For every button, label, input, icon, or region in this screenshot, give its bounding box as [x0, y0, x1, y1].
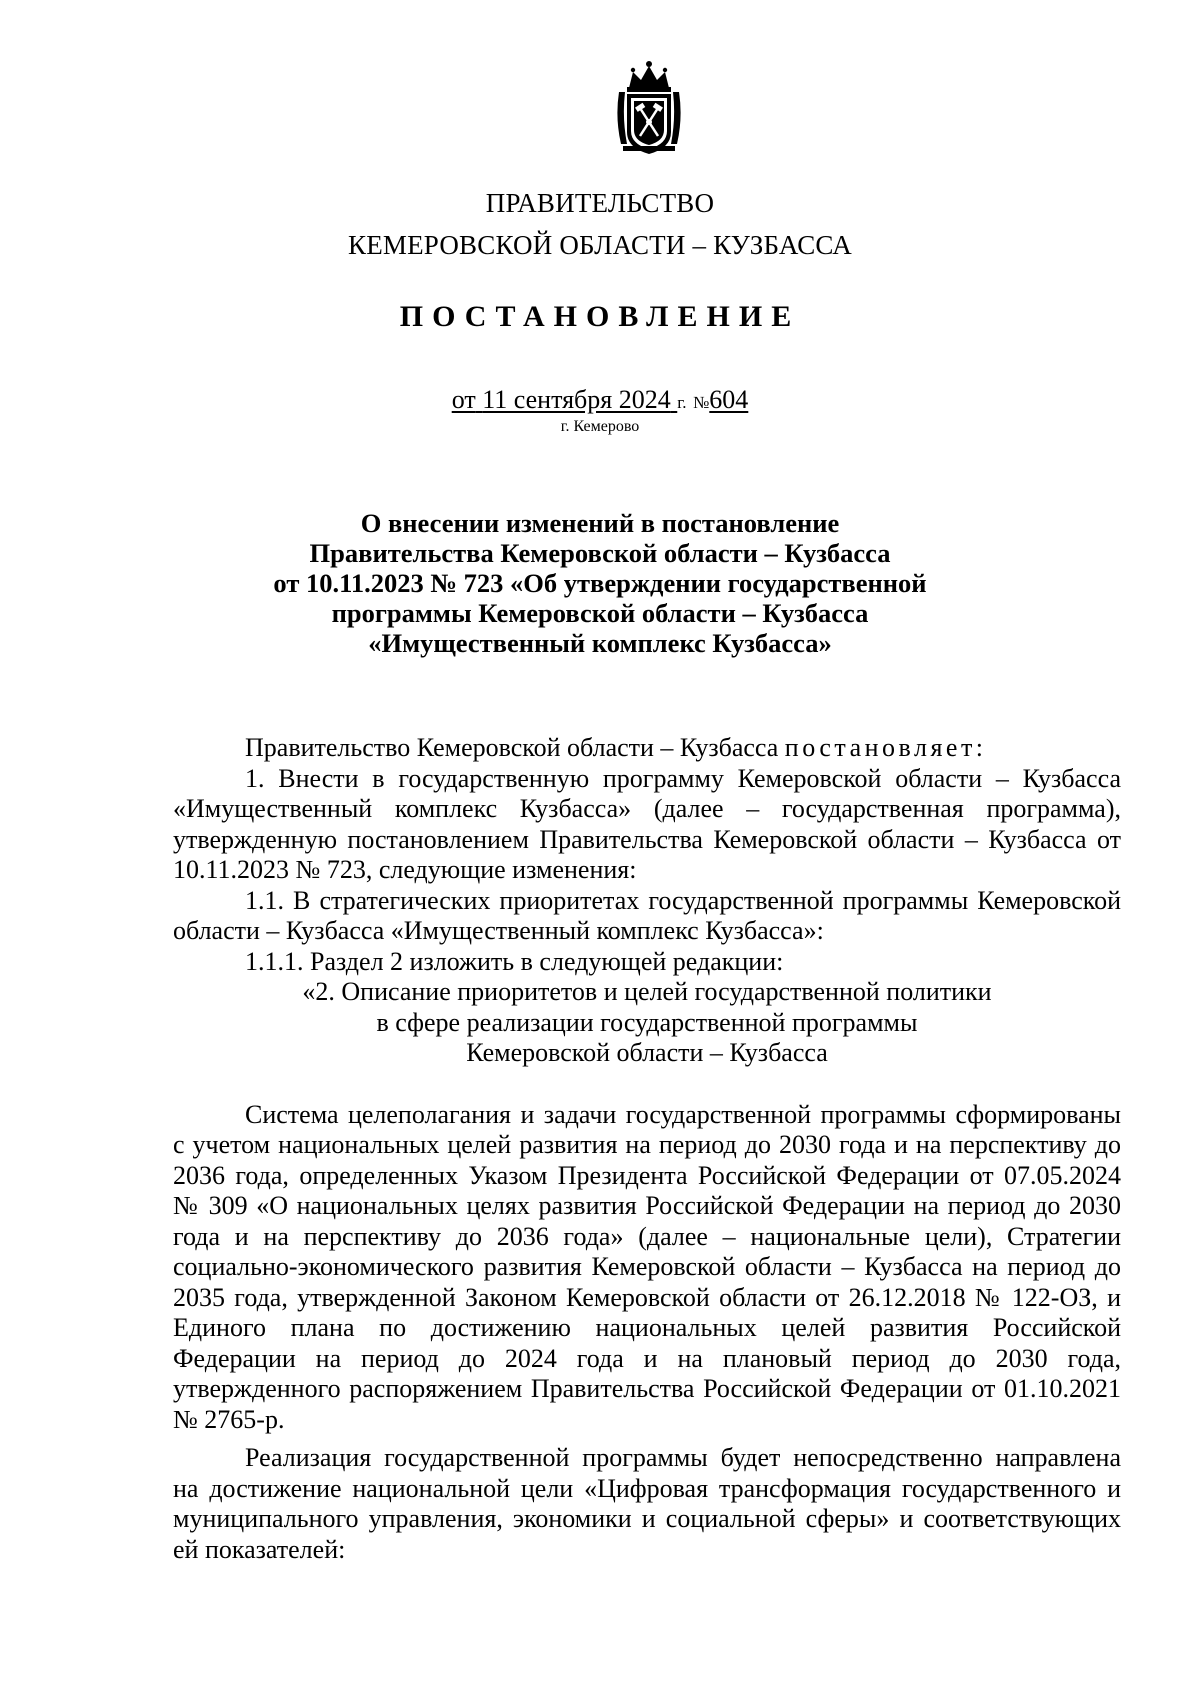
- item-1: 1. Внести в государственную программу Кемеровской области – Кузбасса «Имущественный комплекс Кузбасса» (далее – государственная программа), утвержденную постановлением Правительства Кемеровской области – Кузбасса от 10.11.2023 № 723, следующие изменения:: [173, 763, 1121, 884]
- document-body: [173, 733, 1121, 1565]
- title-line: программы Кемеровской области – Кузбасса: [331, 598, 869, 628]
- org-name-line1: ПРАВИТЕЛЬСТВО: [485, 188, 715, 218]
- org-name-line2: КЕМЕРОВСКОЙ ОБЛАСТИ – КУЗБАССА: [348, 230, 852, 260]
- document-title: [0, 508, 1200, 658]
- paragraph-goals: Система целеполагания и задачи государственной программы сформированы с учетом национальных целей развития на период до 2030 года и на перспективу до 2036 года, определенных Указом Президента Российской Федерации от 07.05.2024 № 309 «О национальных целях развития Российской Федерации на период до 2030 года и на перспективу до 2036 года» (далее – национальные цели), Стратегии социально-экономического развития Кемеровской области – Кузбасса на период до 2035 года, утвержденной Законом Кемеровской области от 26.12.2018 № 122-ОЗ, и Единого плана по достижению национальных целей развития Российской Федерации на период до 2024 года и на плановый период до 2030 года, утвержденного распоряжением Правительства Российской Федерации от 01.10.2021 № 2765-р.: [173, 1099, 1121, 1434]
- document-date: 11 сентября 2024: [482, 385, 671, 414]
- title-line: от 10.11.2023 № 723 «Об утверждении государственной: [273, 568, 927, 598]
- preamble: Правительство Кемеровской области – Кузбасса постановляет:: [245, 733, 987, 762]
- title-line: «Имущественный комплекс Кузбасса»: [368, 628, 832, 658]
- date-number-line: [0, 385, 1200, 415]
- section-heading-line: в сфере реализации государственной программы: [376, 1007, 918, 1037]
- paragraph-implementation: Реализация государственной программы будет непосредственно направлена на достижение национальной цели «Цифровая трансформация государственного и муниципального управления, экономики и социальной сферы» и соответствующих ей показателей:: [173, 1443, 1121, 1564]
- section-heading: [173, 977, 1121, 1069]
- date-prefix: от 11 сентября 2024: [451, 385, 671, 414]
- title-line: О внесении изменений в постановление: [360, 508, 840, 538]
- city: г. Кемерово: [560, 418, 640, 435]
- title-line: Правительства Кемеровской области – Кузбасса: [309, 538, 891, 568]
- number-sign: №: [693, 393, 710, 412]
- item-1-1-1: 1.1.1. Раздел 2 изложить в следующей редакции:: [245, 946, 784, 976]
- document-type: ПОСТАНОВЛЕНИЕ: [399, 300, 801, 333]
- item-1-1: 1.1. В стратегических приоритетах государственной программы Кемеровской области – Кузбасса «Имущественный комплекс Кузбасса»:: [173, 885, 1121, 945]
- section-heading-line: Кемеровской области – Кузбасса: [466, 1038, 828, 1067]
- kuzbass-coat-of-arms-icon: [613, 58, 685, 158]
- section-heading-line: «2. Описание приоритетов и целей государственной политики: [302, 977, 992, 1006]
- preamble-spaced: постановляет:: [784, 733, 987, 762]
- year-suffix: г.: [677, 393, 687, 412]
- document-number: 604: [709, 385, 749, 414]
